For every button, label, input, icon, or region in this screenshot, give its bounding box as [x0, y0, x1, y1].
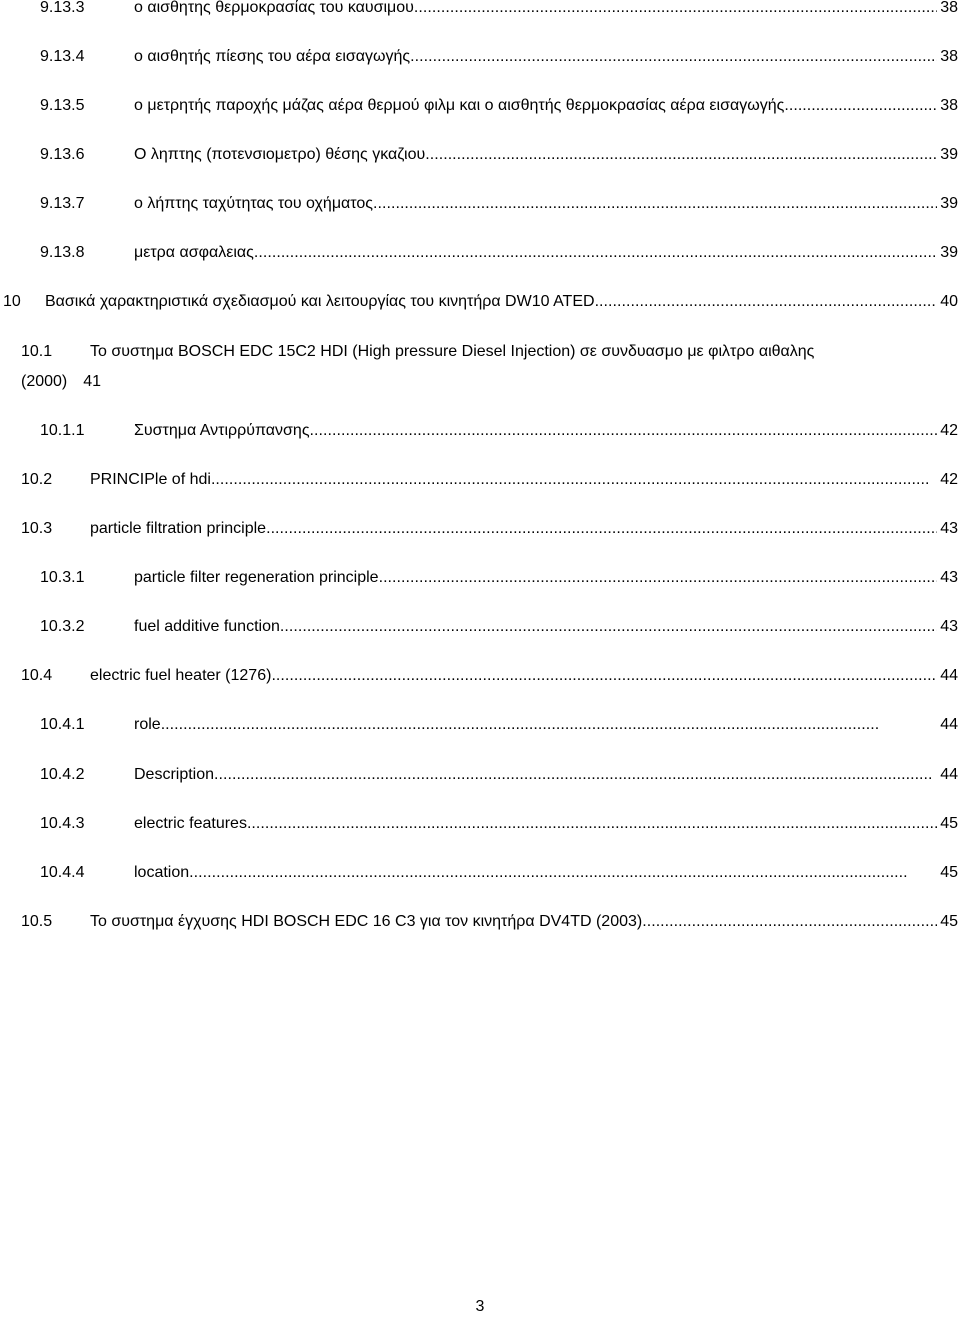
dot-leader [410, 45, 937, 69]
toc-page-number: 43 [940, 569, 958, 586]
dot-leader [280, 615, 937, 639]
dot-leader [271, 664, 937, 688]
toc-number: 10.5 [21, 913, 53, 930]
dot-leader [211, 468, 937, 492]
toc-entry[interactable] [0, 664, 960, 688]
toc-number: 9.13.8 [40, 244, 85, 261]
toc-entry[interactable] [0, 812, 960, 836]
dot-leader [214, 763, 937, 787]
toc-number: 10.4.1 [40, 716, 85, 733]
toc-page-number: 39 [940, 146, 958, 163]
dot-leader [247, 812, 937, 836]
dot-leader [310, 419, 938, 443]
toc-title: ο αισθητής πίεσης του αέρα εισαγωγής [134, 48, 411, 65]
toc-entry[interactable] [0, 241, 960, 265]
toc-title: ο λήπτης ταχύτητας του οχήματος [134, 195, 373, 212]
toc-title: particle filtration principle [90, 520, 267, 537]
toc-entry[interactable] [0, 290, 960, 314]
toc-title: electric features [134, 815, 247, 832]
toc-number: 9.13.7 [40, 195, 85, 212]
toc-page-number: 38 [940, 48, 958, 65]
toc-number: 10 [3, 293, 21, 310]
dot-leader [414, 0, 937, 20]
toc-page-number: 45 [940, 913, 958, 930]
dot-leader [254, 241, 937, 265]
toc-page-number: 44 [940, 766, 958, 783]
toc-title: PRINCIPle of hdi [90, 471, 211, 488]
page-footer-number: 3 [475, 1298, 485, 1315]
dot-leader [595, 290, 938, 314]
toc-title-continuation: (2000) [21, 373, 68, 390]
toc-title: ο μετρητής παροχής μάζας αέρα θερμού φιλμ και ο αισθητής θερμοκρασίας αέρα εισαγωγής [134, 97, 785, 114]
toc-number: 10.4.4 [40, 864, 85, 881]
dot-leader [425, 143, 937, 167]
dot-leader [266, 517, 937, 541]
toc-title: Το συστημα έγχυσης HDI BOSCH EDC 16 C3 για τον κινητήρα DV4TD (2003) [90, 913, 643, 930]
toc-title: Βασικά χαρακτηριστικά σχεδιασμού και λειτουργίας του κινητήρα DW10 ATED [45, 293, 595, 310]
toc-page-number: 45 [940, 864, 958, 881]
dot-leader [161, 713, 938, 737]
toc-number: 9.13.4 [40, 48, 85, 65]
toc-page-number: 38 [940, 0, 958, 16]
dot-leader [642, 910, 937, 934]
toc-entry[interactable] [0, 861, 960, 885]
toc-entry[interactable] [0, 340, 960, 394]
toc-number: 10.4.3 [40, 815, 85, 832]
toc-title: location [134, 864, 190, 881]
toc-entry[interactable] [0, 763, 960, 787]
toc-entry[interactable] [0, 468, 960, 492]
toc-number: 10.3.1 [40, 569, 85, 586]
toc-number: 9.13.6 [40, 146, 85, 163]
toc-entry[interactable] [0, 517, 960, 541]
toc-page-number: 42 [940, 422, 958, 439]
toc-page-number: 45 [940, 815, 958, 832]
toc-entry[interactable] [0, 0, 960, 20]
toc-title: Το συστημα BOSCH EDC 15C2 HDI (High pressure Diesel Injection) σε συνδυασμο με φιλτρο αιθαλης [90, 343, 815, 360]
toc-number: 9.13.5 [40, 97, 85, 114]
toc-entry[interactable] [0, 910, 960, 934]
toc-entry[interactable] [0, 94, 960, 118]
toc-page-number: 43 [940, 618, 958, 635]
toc-title: μετρα ασφαλειας [134, 244, 254, 261]
toc-page-number: 43 [940, 520, 958, 537]
toc-number: 9.13.3 [40, 0, 85, 16]
toc-number: 10.3.2 [40, 618, 85, 635]
toc-page-number: 42 [940, 471, 958, 488]
toc-number: 10.1.1 [40, 422, 85, 439]
toc-entry[interactable] [0, 419, 960, 443]
toc-number: 10.2 [21, 471, 53, 488]
dot-leader [189, 861, 937, 885]
toc-title: particle filter regeneration principle [134, 569, 379, 586]
toc-title: Ο ληπτης (ποτενσιομετρο) θέσης γκαζιου [134, 146, 426, 163]
dot-leader [784, 94, 937, 118]
toc-number: 10.1 [21, 343, 53, 360]
toc-page-number: 38 [940, 97, 958, 114]
dot-leader [379, 566, 938, 590]
toc-title: Description [134, 766, 215, 783]
toc-entry[interactable] [0, 615, 960, 639]
toc-entry[interactable] [0, 45, 960, 69]
toc-number: 10.3 [21, 520, 53, 537]
toc-entry[interactable] [0, 566, 960, 590]
toc-number: 10.4 [21, 667, 53, 684]
toc-entry[interactable] [0, 143, 960, 167]
toc-page-number: 41 [83, 373, 102, 390]
dot-leader [373, 192, 937, 216]
toc-page-number: 39 [940, 195, 958, 212]
toc-page-number: 44 [940, 667, 958, 684]
toc-entry[interactable] [0, 192, 960, 216]
toc-number: 10.4.2 [40, 766, 85, 783]
toc-entry[interactable] [0, 713, 960, 737]
toc-page-number: 44 [940, 716, 958, 733]
toc-page-number: 40 [940, 293, 958, 310]
toc-title: Συστημα Αντιρρύπανσης [134, 422, 310, 439]
toc-title: ο αισθητης θερμοκρασίας του καυσιμου [134, 0, 414, 16]
toc-title: fuel additive function [134, 618, 280, 635]
toc-title: electric fuel heater (1276) [90, 667, 272, 684]
toc-page-number: 39 [940, 244, 958, 261]
toc-title: role [134, 716, 161, 733]
